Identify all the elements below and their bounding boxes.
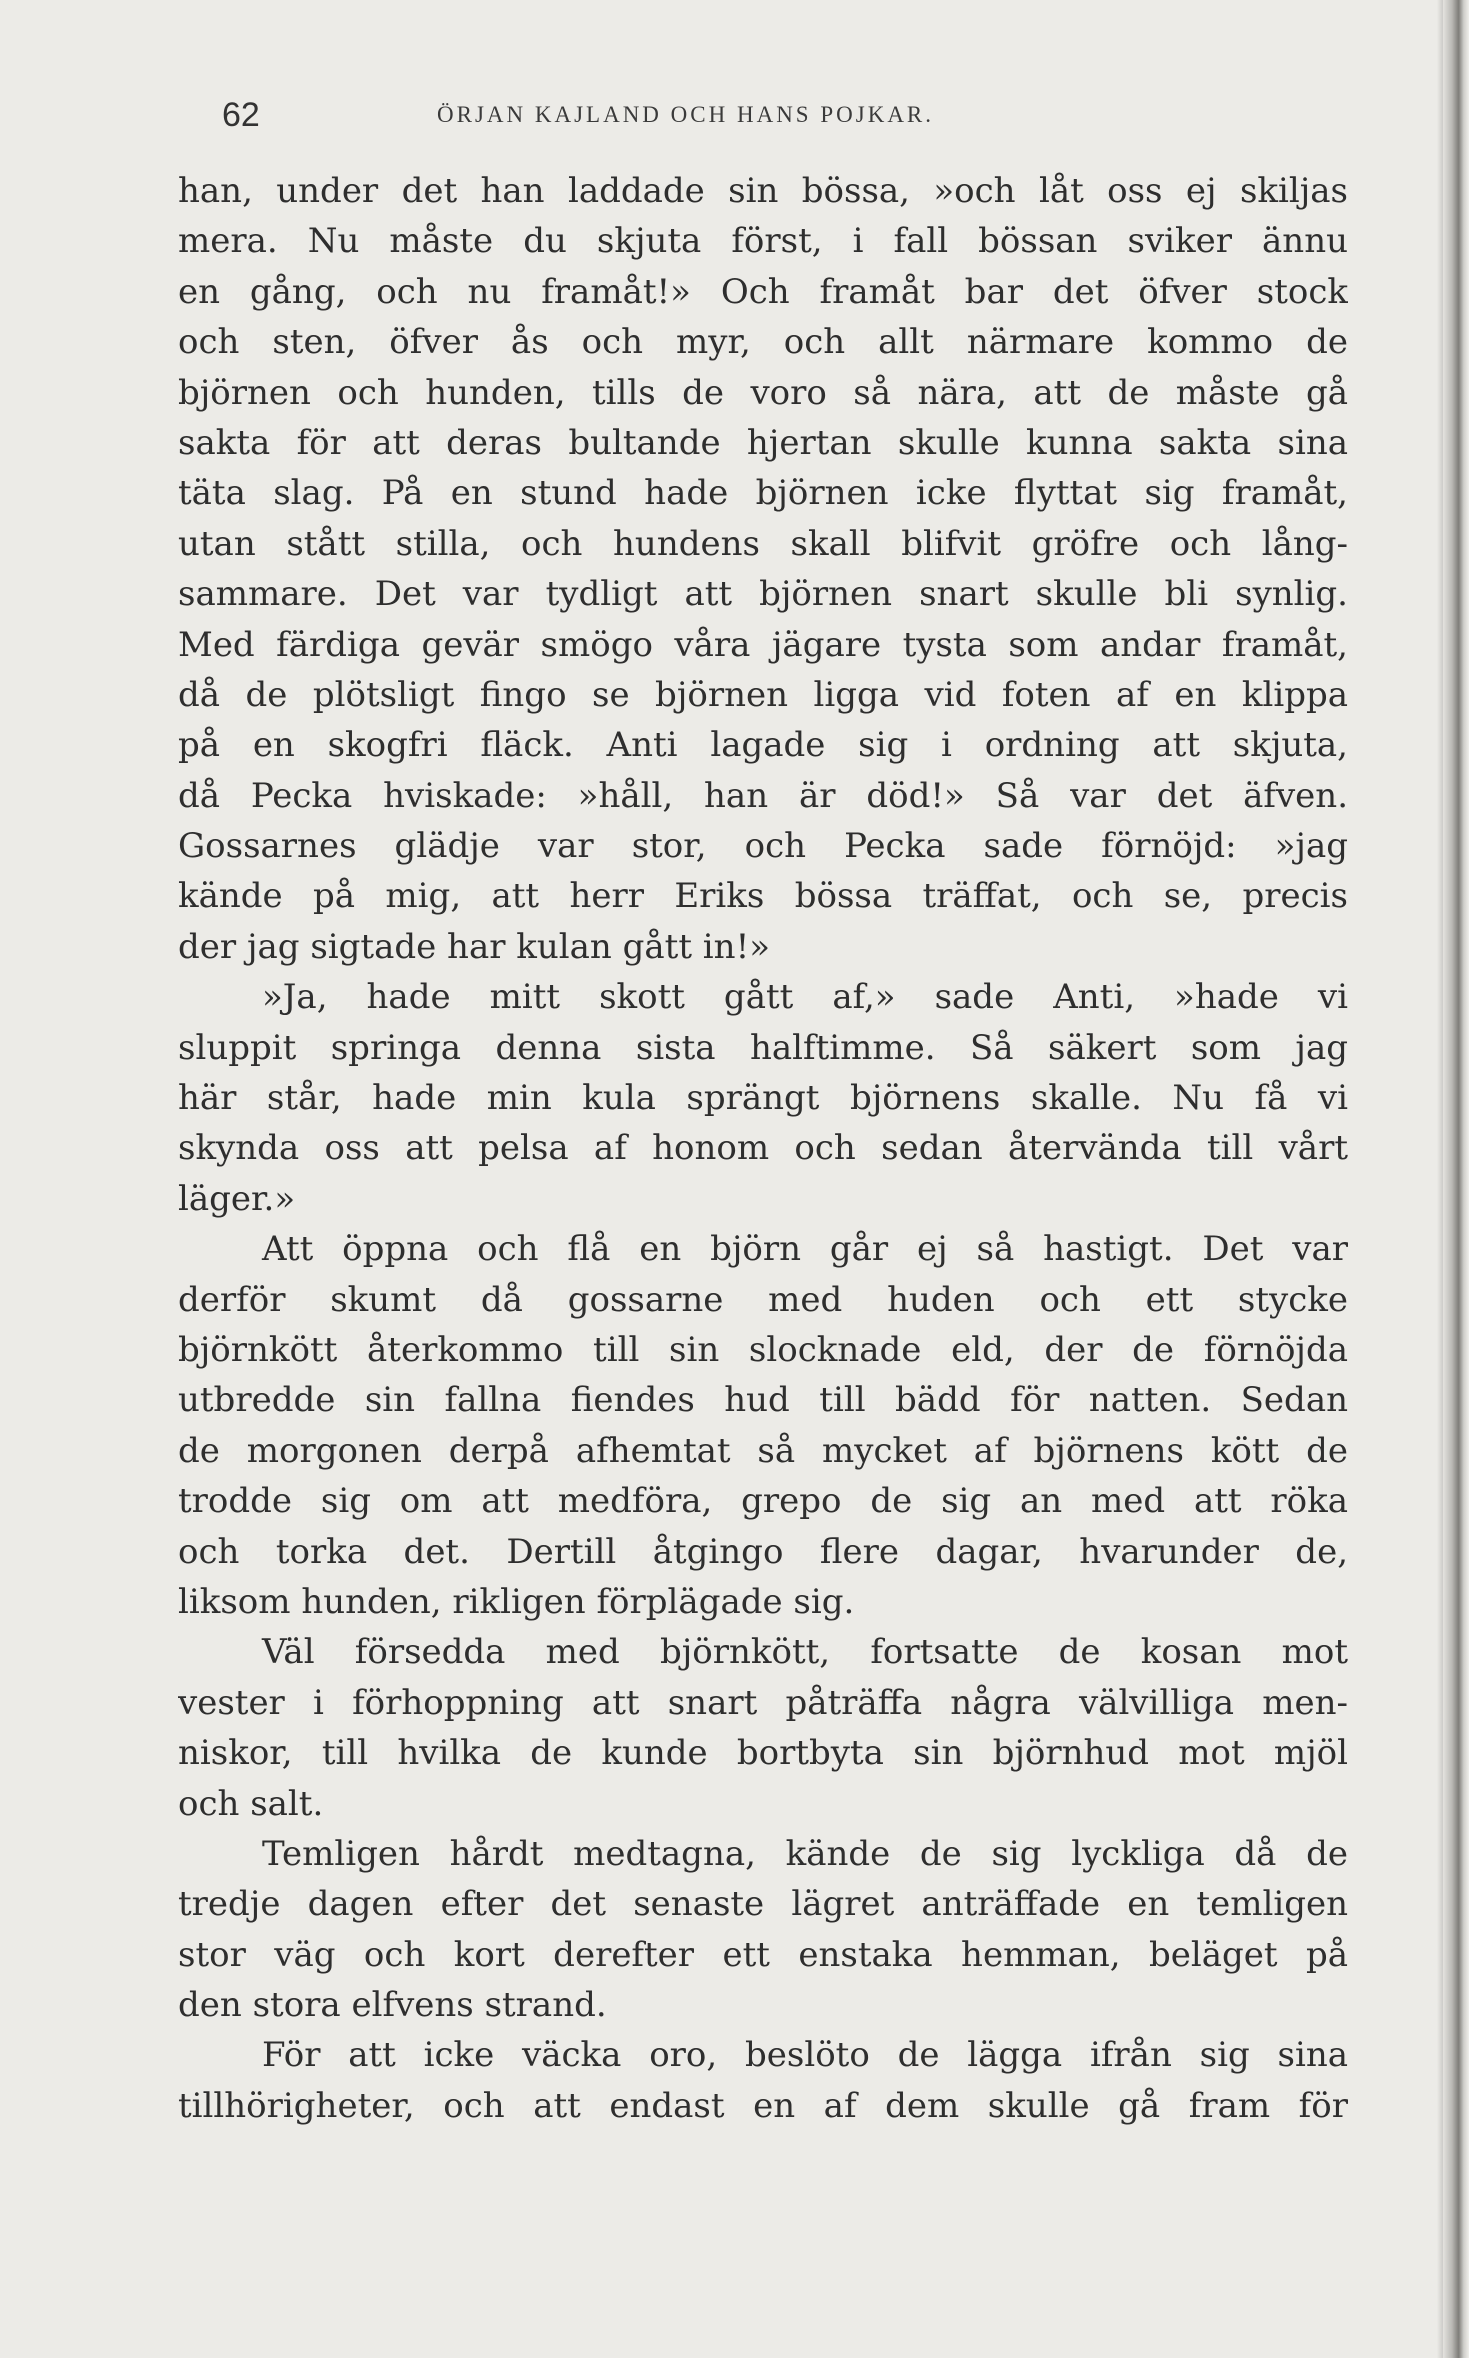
text-line: Temligen hårdt medtagna, kände de sig lyckliga då de xyxy=(262,1833,1348,1874)
text-line: derför skumt då gossarne med huden och ett stycke xyxy=(178,1279,1348,1320)
text-line: han, under det han laddade sin bössa, »och låt oss ej skiljas xyxy=(178,171,1348,211)
text-line: här står, hade min kula sprängt björnens skalle. Nu få vi xyxy=(178,1078,1348,1119)
text-line: Väl försedda med björnkött, fortsatte de kosan mot xyxy=(262,1632,1348,1673)
body-text xyxy=(178,166,1348,2131)
text-line: tillhörigheter, och att endast en af dem skulle gå fram för xyxy=(178,2085,1348,2126)
text-line: tredje dagen efter det senaste lägret anträffade en temligen xyxy=(178,1884,1348,1925)
text-line: der jag sigtade har kulan gått in!» xyxy=(178,926,771,967)
text-line: »Ja, hade mitt skott gått af,» sade Anti, »hade vi xyxy=(262,977,1348,1018)
text-line: skynda oss att pelsa af honom och sedan återvända till vårt xyxy=(178,1128,1348,1169)
text-line: Att öppna och flå en björn går ej så hastigt. Det var xyxy=(262,1229,1348,1270)
text-line: den stora elfvens strand. xyxy=(178,1985,607,2026)
page-header xyxy=(222,96,1342,140)
text-line: liksom hunden, rikligen förplägade sig. xyxy=(178,1581,855,1622)
text-line: För att icke väcka oro, beslöto de lägga ifrån sig sina xyxy=(262,2035,1348,2076)
text-line: Gossarnes glädje var stor, och Pecka sade förnöjd: »jag xyxy=(178,826,1348,867)
text-line: läger.» xyxy=(178,1178,296,1219)
text-line: björnkött återkommo till sin slocknade eld, der de förnöjda xyxy=(178,1329,1348,1370)
text-line: Med färdiga gevär smögo våra jägare tysta som andar framåt, xyxy=(178,624,1348,665)
text-line: då Pecka hviskade: »håll, han är död!» Så var det äfven. xyxy=(178,775,1348,816)
text-line: kände på mig, att herr Eriks bössa träffat, och se, precis xyxy=(178,876,1348,917)
page-edge xyxy=(1443,0,1469,2358)
text-line: utbredde sin fallna fiendes hud till bädd för natten. Sedan xyxy=(178,1380,1348,1421)
text-line: sluppit springa denna sista halftimme. Så säkert som jag xyxy=(178,1027,1348,1068)
text-line: stor väg och kort derefter ett enstaka hemman, beläget på xyxy=(178,1934,1348,1975)
text-line: trodde sig om att medföra, grepo de sig an med att röka xyxy=(178,1481,1348,1522)
text-line: björnen och hunden, tills de voro så nära, att de måste gå xyxy=(178,372,1348,413)
text-line: då de plötsligt fingo se björnen ligga vid foten af en klippa xyxy=(178,674,1348,715)
text-line: och salt. xyxy=(178,1783,324,1824)
text-line: de morgonen derpå afhemtat så mycket af björnens kött de xyxy=(178,1430,1348,1471)
text-line: niskor, till hvilka de kunde bortbyta sin björnhud mot mjöl xyxy=(178,1733,1348,1774)
text-line: täta slag. På en stund hade björnen icke flyttat sig framåt, xyxy=(178,473,1348,514)
text-line: en gång, och nu framåt!» Och framåt bar det öfver stock xyxy=(178,271,1348,312)
text-line: vester i förhoppning att snart påträffa några välvilliga men- xyxy=(178,1682,1348,1723)
text-line: på en skogfri fläck. Anti lagade sig i ordning att skjuta, xyxy=(178,725,1348,766)
running-head: ÖRJAN KAJLAND OCH HANS POJKAR. xyxy=(437,102,935,127)
text-line: sammare. Det var tydligt att björnen snart skulle bli synlig. xyxy=(178,574,1348,615)
text-line: och torka det. Dertill åtgingo flere dagar, hvarunder de, xyxy=(178,1531,1348,1572)
text-line: mera. Nu måste du skjuta först, i fall bössan sviker ännu xyxy=(178,221,1348,262)
text-line: utan stått stilla, och hundens skall blifvit gröfre och lång- xyxy=(178,523,1348,564)
page-number: 62 xyxy=(222,96,260,134)
text-line: och sten, öfver ås och myr, och allt närmare kommo de xyxy=(178,322,1348,363)
text-line: sakta för att deras bultande hjertan skulle kunna sakta sina xyxy=(178,422,1348,463)
